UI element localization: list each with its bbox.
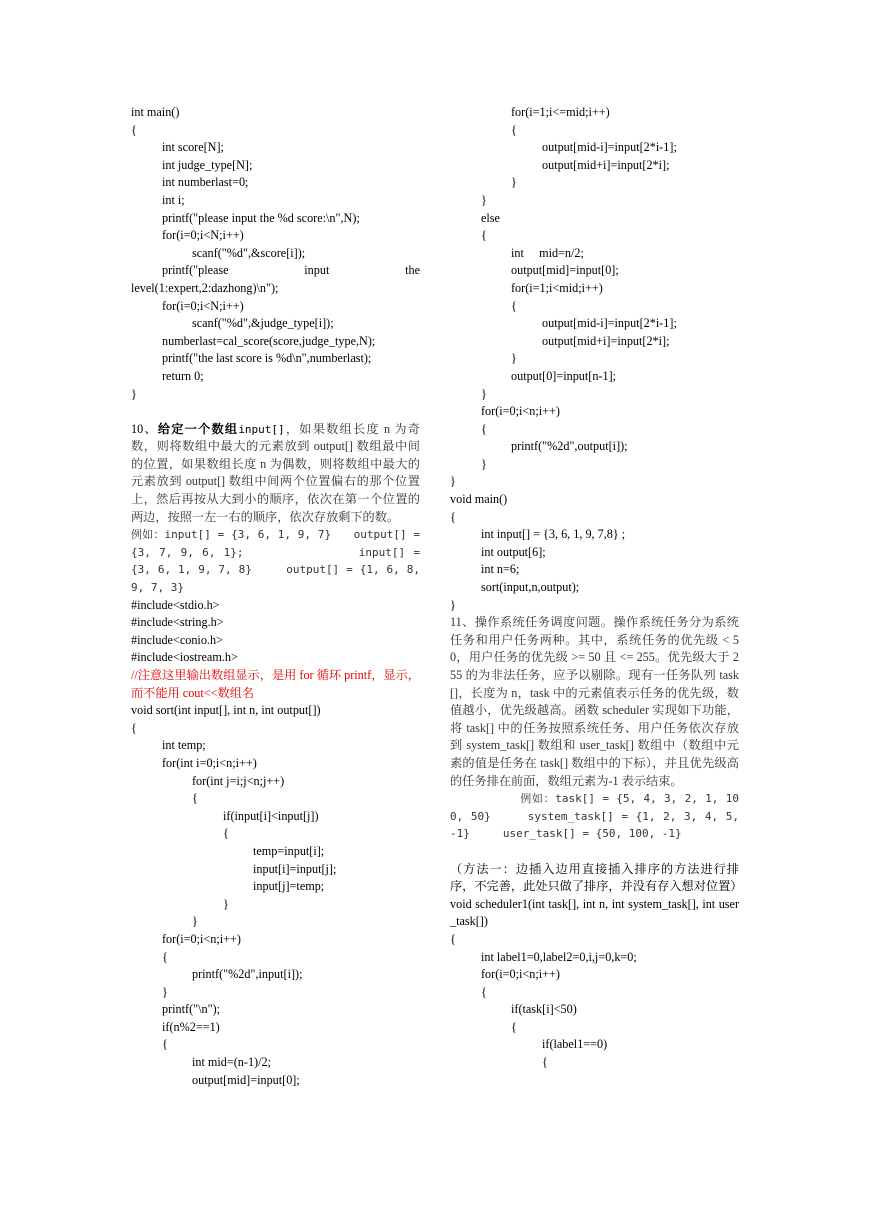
code-line: { bbox=[511, 298, 517, 313]
code-line: printf("please input the %d score:\n",N); bbox=[162, 210, 360, 225]
question-10-bold: 给定一个数组 bbox=[157, 421, 239, 436]
question-10: 10、给定一个数组input[]，如果数组长度 n 为奇数，则将数组中最大的元素放到 output[] 数组最中间的位置，如果数组长度 n 为偶数，则将数组中最大的元素放到 output[] 数组中间两个位置偏右的那个位置上，然后再按从大到小的顺序，依次在第一个位置的两边，按照一左一右的顺序，依次存放剩下的数。 bbox=[131, 421, 421, 524]
code-line: printf("%2d",output[i]); bbox=[511, 439, 628, 454]
code-line: output[mid]=input[0]; bbox=[192, 1072, 300, 1087]
code-line: printf("the last score is %d\n",numberlast); bbox=[162, 351, 372, 366]
code-line: } bbox=[481, 456, 487, 471]
question-11: 11、操作系统任务调度问题。操作系统任务分为系统任务和用户任务两种。其中，系统任务的优先级 < 50，用户任务的优先级 >= 50 且 <= 255。优先级大于 255 的为非法任务，应予以剔除。现有一任务队列 task[]，长度为 n，task 中的元素值表示任务的优先级，数值越小，优先级越高。函数 scheduler 实现如下功能，将 task[] 中的任务按照系统任务、用户任务依次存放到 system_task[] 数组和 user_task[] 数组中（数组中元素的值是任务在 task[] 数组中的下标），并且优先级高的任务排在前面，数组元素为-1 表示结束。 bbox=[450, 615, 739, 788]
main-function-code bbox=[131, 104, 420, 262]
code-line: for(i=0;i<n;i++) bbox=[162, 931, 241, 946]
code-line: int i; bbox=[162, 192, 185, 207]
left-column bbox=[131, 104, 420, 1089]
code-line: int mid=(n-1)/2; bbox=[192, 1055, 271, 1070]
code-line: input[j]=temp; bbox=[253, 879, 325, 894]
code-line: for(i=1;i<=mid;i++) bbox=[511, 105, 610, 119]
question-10-example: 例如：input[] = {3, 6, 1, 9, 7} output[] = {3, 7, 9, 6, 1}; input[] = {3, 6, 1, 9, 7, 8} output[] = {1, 6, 8, 9, 7, 3} bbox=[131, 528, 420, 595]
code-line: for(i=0;i<n;i++) bbox=[481, 967, 560, 982]
code-line: int mid=n/2; bbox=[511, 245, 584, 260]
code-line: void main() bbox=[450, 492, 508, 507]
code-line: sort(input,n,output); bbox=[481, 580, 580, 595]
sort-function-code bbox=[131, 702, 420, 1089]
printf-line-continued: level(1:expert,2:dazhong)\n"); bbox=[131, 280, 279, 295]
code-line: } bbox=[450, 474, 456, 489]
code-line: { bbox=[450, 509, 456, 524]
printf-line-split: printf("please input the bbox=[162, 263, 420, 278]
code-line: { bbox=[481, 421, 487, 436]
code-line: } bbox=[162, 984, 168, 999]
code-line: void scheduler1(int task[], int n, int system_task[], int user_task[]) bbox=[450, 896, 739, 929]
code-line: int label1=0,label2=0,i,j=0,k=0; bbox=[481, 949, 637, 964]
include-line: #include<conio.h> bbox=[131, 632, 223, 647]
code-line: for(i=0;i<N;i++) bbox=[162, 298, 244, 313]
code-line: output[mid-i]=input[2*i-1]; bbox=[542, 140, 677, 155]
code-line: { bbox=[511, 122, 517, 137]
code-line: if(input[i]<input[j]) bbox=[223, 808, 319, 823]
code-line: int input[] = {3, 6, 1, 9, 7,8} ; bbox=[481, 527, 626, 542]
code-line: } bbox=[481, 192, 487, 207]
right-column bbox=[450, 104, 743, 1072]
main-function-code-continued bbox=[131, 298, 420, 404]
code-line: { bbox=[162, 1037, 168, 1052]
include-line: #include<iostream.h> bbox=[131, 650, 238, 665]
include-line: #include<stdio.h> bbox=[131, 597, 220, 612]
code-line: input[i]=input[j]; bbox=[253, 861, 337, 876]
code-line: scanf("%d",&score[i]); bbox=[192, 245, 306, 260]
code-line: int judge_type[N]; bbox=[162, 157, 253, 172]
sort-function-code-continued bbox=[450, 104, 739, 614]
code-line: } bbox=[131, 386, 137, 401]
code-line: int score[N]; bbox=[162, 140, 224, 155]
code-line: output[mid+i]=input[2*i]; bbox=[542, 157, 670, 172]
code-line: } bbox=[481, 386, 487, 401]
code-line: if(task[i]<50) bbox=[511, 1002, 577, 1017]
code-line: { bbox=[192, 791, 198, 806]
code-line: if(label1==0) bbox=[542, 1037, 608, 1052]
method-1-note: （方法一：边插入边用直接插入排序的方法进行排序，不完善，此处只做了排序，并没有存入想对位置） bbox=[450, 861, 743, 894]
code-line: if(n%2==1) bbox=[162, 1019, 220, 1034]
code-line: output[mid+i]=input[2*i]; bbox=[542, 333, 670, 348]
code-line: } bbox=[450, 597, 456, 612]
scheduler1-function-code bbox=[450, 896, 739, 1072]
include-lines bbox=[131, 597, 420, 667]
code-line: for(i=0;i<n;i++) bbox=[481, 404, 560, 419]
code-line: int main() bbox=[131, 105, 180, 119]
code-line: void sort(int input[], int n, int output[]) bbox=[131, 703, 321, 718]
code-line: int temp; bbox=[162, 738, 206, 753]
code-line: for(i=1;i<mid;i++) bbox=[511, 280, 603, 295]
code-line: } bbox=[511, 351, 517, 366]
code-line: else bbox=[481, 210, 500, 225]
question-11-example: 例如：task[] = {5, 4, 3, 2, 1, 100, 50} system_task[] = {1, 2, 3, 4, 5, -1} user_task[] = {50, 100, -1} bbox=[450, 792, 739, 841]
code-line: output[mid]=input[0]; bbox=[511, 263, 619, 278]
code-line: { bbox=[162, 949, 168, 964]
code-line: { bbox=[223, 826, 229, 841]
code-line: scanf("%d",&judge_type[i]); bbox=[192, 316, 334, 331]
code-line: { bbox=[131, 122, 137, 137]
code-line: numberlast=cal_score(score,judge_type,N); bbox=[162, 333, 376, 348]
code-line: } bbox=[192, 914, 198, 929]
code-line: { bbox=[131, 720, 137, 735]
code-line: printf("%2d",input[i]); bbox=[192, 967, 303, 982]
spacer bbox=[131, 403, 420, 421]
code-line: } bbox=[511, 175, 517, 190]
code-line: { bbox=[450, 931, 456, 946]
red-note: //注意这里输出数组显示，是用 for 循环 printf，显示，而不能用 cout<<数组名 bbox=[131, 668, 420, 700]
code-line: { bbox=[511, 1019, 517, 1034]
code-line: output[mid-i]=input[2*i-1]; bbox=[542, 316, 677, 331]
code-line: for(i=0;i<N;i++) bbox=[162, 228, 244, 243]
code-line: for(int j=i;j<n;j++) bbox=[192, 773, 285, 788]
code-line: int numberlast=0; bbox=[162, 175, 249, 190]
code-line: for(int i=0;i<n;i++) bbox=[162, 755, 257, 770]
spacer bbox=[450, 843, 739, 861]
code-line: { bbox=[542, 1055, 548, 1070]
code-line: printf("\n"); bbox=[162, 1002, 221, 1017]
include-line: #include<string.h> bbox=[131, 615, 224, 630]
code-line: return 0; bbox=[162, 368, 204, 383]
code-line: int output[6]; bbox=[481, 544, 546, 559]
code-line: output[0]=input[n-1]; bbox=[511, 368, 617, 383]
code-line: { bbox=[481, 984, 487, 999]
code-line: int n=6; bbox=[481, 562, 520, 577]
code-line: } bbox=[223, 896, 229, 911]
code-line: { bbox=[481, 228, 487, 243]
code-line: temp=input[i]; bbox=[253, 843, 325, 858]
